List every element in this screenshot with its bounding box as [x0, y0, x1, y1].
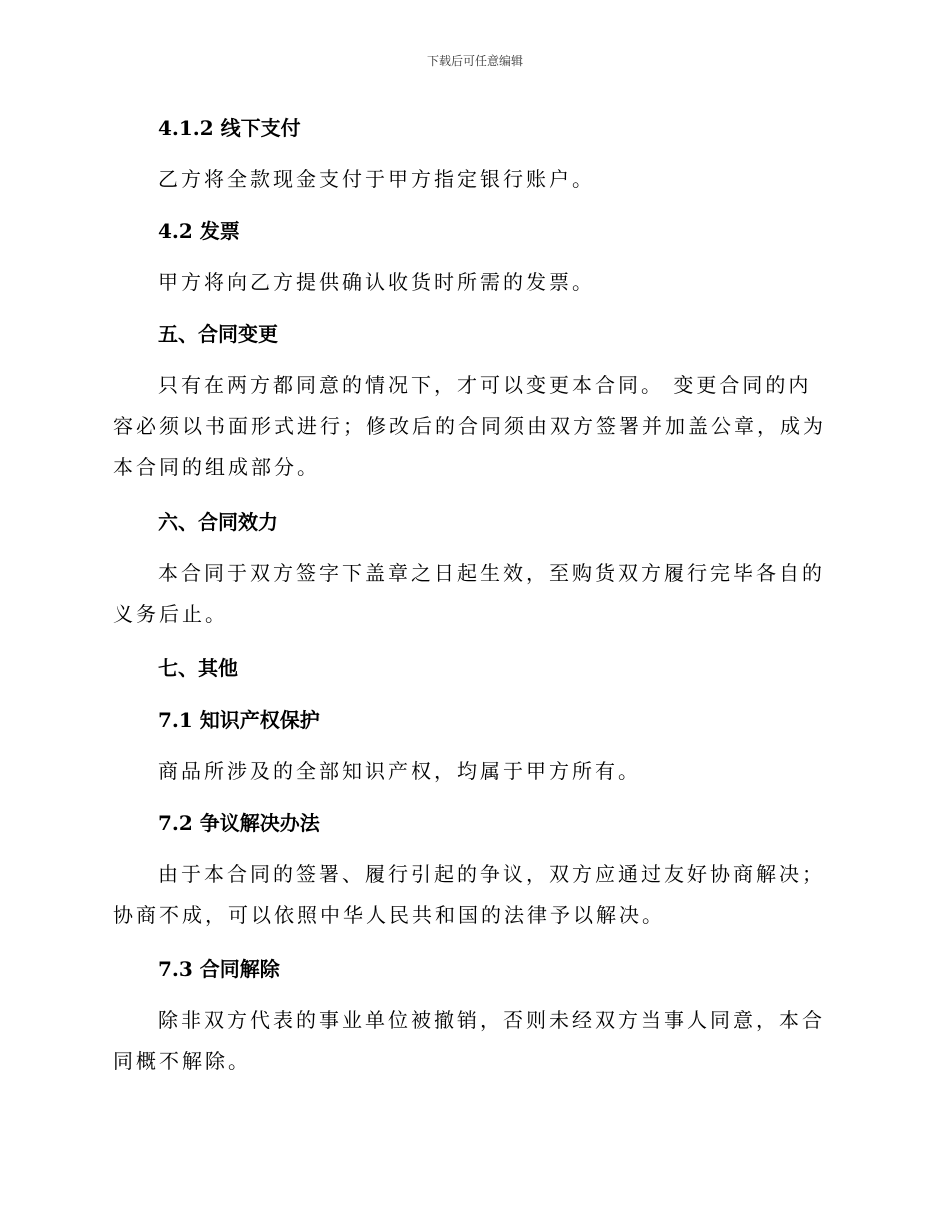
section-7-3-text: 除非双方代表的事业单位被撤销，否则未经双方当事人同意，本合同概不解除。 — [113, 1008, 825, 1073]
section-6-title: 六、合同效力 — [158, 510, 278, 534]
section-6-text: 本合同于双方签字下盖章之日起生效，至购货双方履行完毕各自的义务后止。 — [113, 561, 825, 626]
section-4-2-text: 甲方将向乙方提供确认收货时所需的发票。 — [158, 270, 595, 294]
section-7-2-title: 7.2 争议解决办法 — [158, 811, 320, 835]
section-7-1-title: 7.1 知识产权保护 — [158, 708, 320, 732]
section-7-1-text: 商品所涉及的全部知识产权，均属于甲方所有。 — [158, 759, 641, 783]
page-header: 下载后可任意编辑 — [426, 54, 523, 68]
section-7-2-text: 由于本合同的签署、履行引起的争议，双方应通过友好协商解决；协商不成，可以依照中华人民共和国的法律予以解决。 — [113, 862, 825, 927]
section-5-title: 五、合同变更 — [158, 322, 278, 346]
section-7-title: 七、其他 — [158, 656, 238, 680]
section-5-text: 只有在两方都同意的情况下，才可以变更本合同。 变更合同的内容必须以书面形式进行；修改后的合同须由双方签署并加盖公章，成为本合同的组成部分。 — [113, 373, 826, 479]
section-4-1-2-title: 4.1.2 线下支付 — [158, 116, 301, 140]
section-7-3-title: 7.3 合同解除 — [158, 957, 280, 981]
section-4-2-title: 4.2 发票 — [158, 219, 240, 243]
section-4-1-2-text: 乙方将全款现金支付于甲方指定银行账户。 — [158, 167, 595, 191]
